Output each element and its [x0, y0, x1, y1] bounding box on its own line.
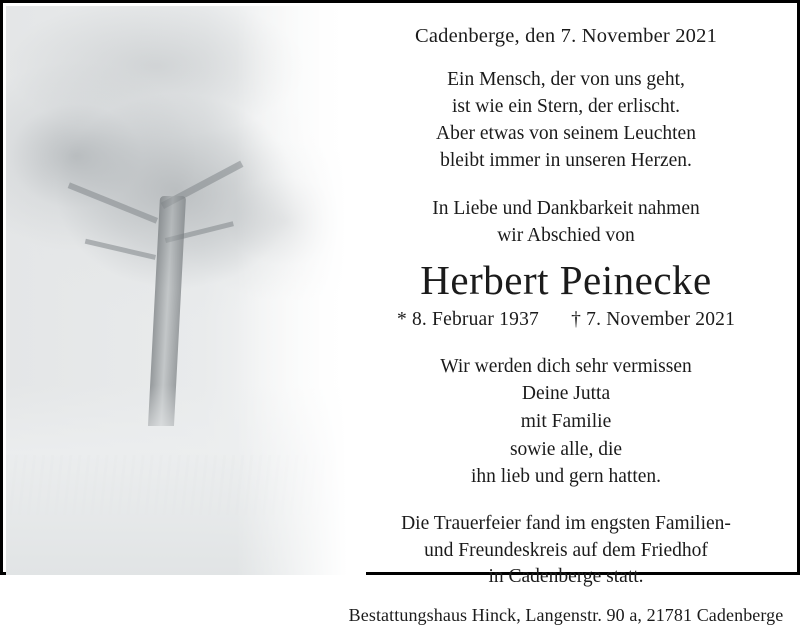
intro-line-2: wir Abschied von: [497, 224, 635, 246]
birth-date: * 8. Februar 1937: [396, 308, 539, 330]
life-dates: [333, 309, 799, 331]
ceremony-line-1: Die Trauerfeier fand im engsten Familien-: [401, 513, 731, 535]
mourning-secondary-line-2: ihn lieb und gern hatten.: [470, 466, 662, 488]
obituary-text-column: [333, 3, 799, 625]
mourning-line-1: Wir werden dich sehr vermissen: [440, 355, 692, 377]
mourners-secondary-block: [333, 436, 799, 491]
mourners-block: [333, 353, 799, 491]
place-and-date: Cadenberge, den 7. November 2021: [414, 25, 718, 47]
death-date: † 7. November 2021: [571, 308, 736, 330]
memorial-verse: [333, 67, 799, 175]
verse-line-1: Ein Mensch, der von uns geht,: [447, 69, 685, 90]
funeral-home-credit: Bestattungshaus Hinck, Langenstr. 90 a, 21781 Cadenberge: [348, 604, 784, 625]
ceremony-line-3: in Cadenberge statt.: [488, 566, 644, 588]
tree-branch: [68, 182, 158, 223]
tree-branch: [85, 239, 156, 260]
ceremony-line-2: und Freundeskreis auf dem Friedhof: [424, 539, 708, 561]
mourning-secondary-line-1: sowie alle, die: [509, 438, 623, 460]
verse-line-3: Aber etwas von seinem Leuchten: [436, 122, 696, 144]
farewell-intro: [333, 196, 799, 250]
verse-line-2: ist wie ein Stern, der erlischt.: [452, 95, 680, 117]
verse-line-4: bleibt immer in unseren Herzen.: [440, 149, 692, 171]
intro-line-1: In Liebe und Dankbarkeit nahmen: [432, 197, 700, 219]
tree-photograph: [6, 6, 366, 575]
mourning-line-2: Deine Jutta: [521, 383, 611, 405]
mourning-line-3: mit Familie: [520, 410, 612, 432]
deceased-name: Herbert Peinecke: [420, 257, 712, 304]
ceremony-note: [333, 511, 799, 591]
